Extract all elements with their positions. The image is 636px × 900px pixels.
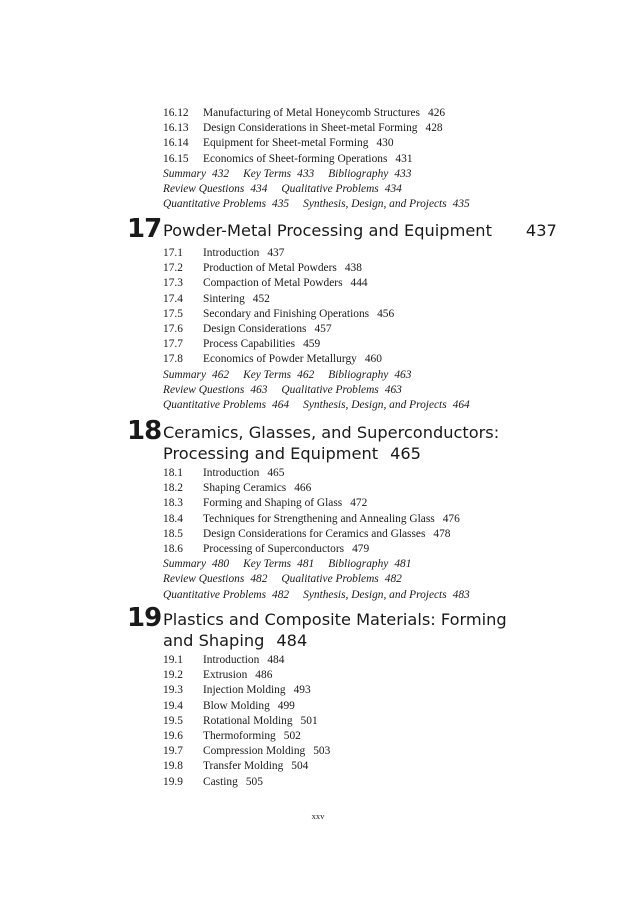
- toc-row: 19.6 Thermoforming 502: [163, 730, 301, 743]
- end-matter-line: Review Questions 463 Qualitative Problems 463: [163, 383, 402, 396]
- end-matter-line: Quantitative Problems 482 Synthesis, Design, and Projects 483: [163, 588, 470, 601]
- toc-row: 17.8 Economics of Powder Metallurgy 460: [163, 353, 382, 366]
- end-matter-line: Quantitative Problems 464 Synthesis, Design, and Projects 464: [163, 399, 470, 412]
- toc-row: 18.2 Shaping Ceramics 466: [163, 482, 312, 495]
- chapter-title: Ceramics, Glasses, and Superconductors: Processing and Equipment 465: [163, 423, 500, 463]
- toc-row: 18.1 Introduction 465: [163, 467, 285, 479]
- toc-row: 17.1 Introduction 437: [163, 247, 285, 259]
- end-matter-line: Summary 480 Key Terms 481 Bibliography 481: [163, 558, 412, 571]
- toc-row: 19.3 Injection Molding 493: [163, 684, 311, 697]
- toc-row: 17.4 Sintering 452: [163, 292, 270, 305]
- toc-row: 16.14 Equipment for Sheet-metal Forming 430: [163, 137, 394, 150]
- chapter-number: 18: [127, 416, 162, 446]
- end-matter-line: Summary 462 Key Terms 462 Bibliography 463: [163, 368, 412, 381]
- end-matter-line: Review Questions 434 Qualitative Problems 434: [163, 183, 402, 196]
- toc-row: 18.6 Processing of Superconductors 479: [163, 543, 370, 556]
- toc-row: 16.13 Design Considerations in Sheet-metal Forming 428: [163, 122, 443, 135]
- chapter-18-sections: [163, 466, 484, 603]
- chapter-number: 19: [127, 603, 162, 633]
- toc-row: 17.6 Design Considerations 457: [163, 323, 332, 336]
- chapter-title: Powder-Metal Processing and Equipment 437: [163, 221, 557, 240]
- toc-row: 16.15 Economics of Sheet-forming Operations 431: [163, 152, 413, 165]
- toc-row: 19.7 Compression Molding 503: [163, 745, 331, 758]
- chapter-19-sections: [163, 653, 330, 790]
- toc-row: 18.3 Forming and Shaping of Glass 472: [163, 497, 368, 510]
- toc-row: 19.8 Transfer Molding 504: [163, 760, 309, 773]
- chapter-title: Plastics and Composite Materials: Forming and Shaping 484: [163, 610, 507, 650]
- toc-row: 17.7 Process Capabilities 459: [163, 338, 321, 351]
- chapter-17-sections: [163, 246, 484, 413]
- toc-row: 17.2 Production of Metal Powders 438: [163, 262, 362, 275]
- toc-row: 19.9 Casting 505: [163, 775, 263, 788]
- toc-row: 18.5 Design Considerations for Ceramics and Glasses 478: [163, 527, 451, 540]
- toc-row: 17.5 Secondary and Finishing Operations 456: [163, 307, 395, 320]
- page-folio: xxv: [311, 811, 325, 821]
- toc-row: 19.2 Extrusion 486: [163, 669, 273, 682]
- end-matter-line: Summary 432 Key Terms 433 Bibliography 433: [163, 167, 412, 180]
- chapter-number: 17: [127, 214, 162, 244]
- toc-row: 19.4 Blow Molding 499: [163, 699, 295, 712]
- toc-row: 18.4 Techniques for Strengthening and Annealing Glass 476: [163, 512, 460, 525]
- toc-row: 19.5 Rotational Molding 501: [163, 714, 318, 727]
- end-matter-line: Review Questions 482 Qualitative Problems 482: [163, 573, 402, 586]
- chapter-16-sections: [163, 106, 484, 212]
- end-matter-line: Quantitative Problems 435 Synthesis, Design, and Projects 435: [163, 198, 470, 211]
- toc-row: 16.12 Manufacturing of Metal Honeycomb Structures 426: [163, 107, 446, 119]
- toc-row: 19.1 Introduction 484: [163, 654, 285, 666]
- toc-row: 17.3 Compaction of Metal Powders 444: [163, 277, 368, 290]
